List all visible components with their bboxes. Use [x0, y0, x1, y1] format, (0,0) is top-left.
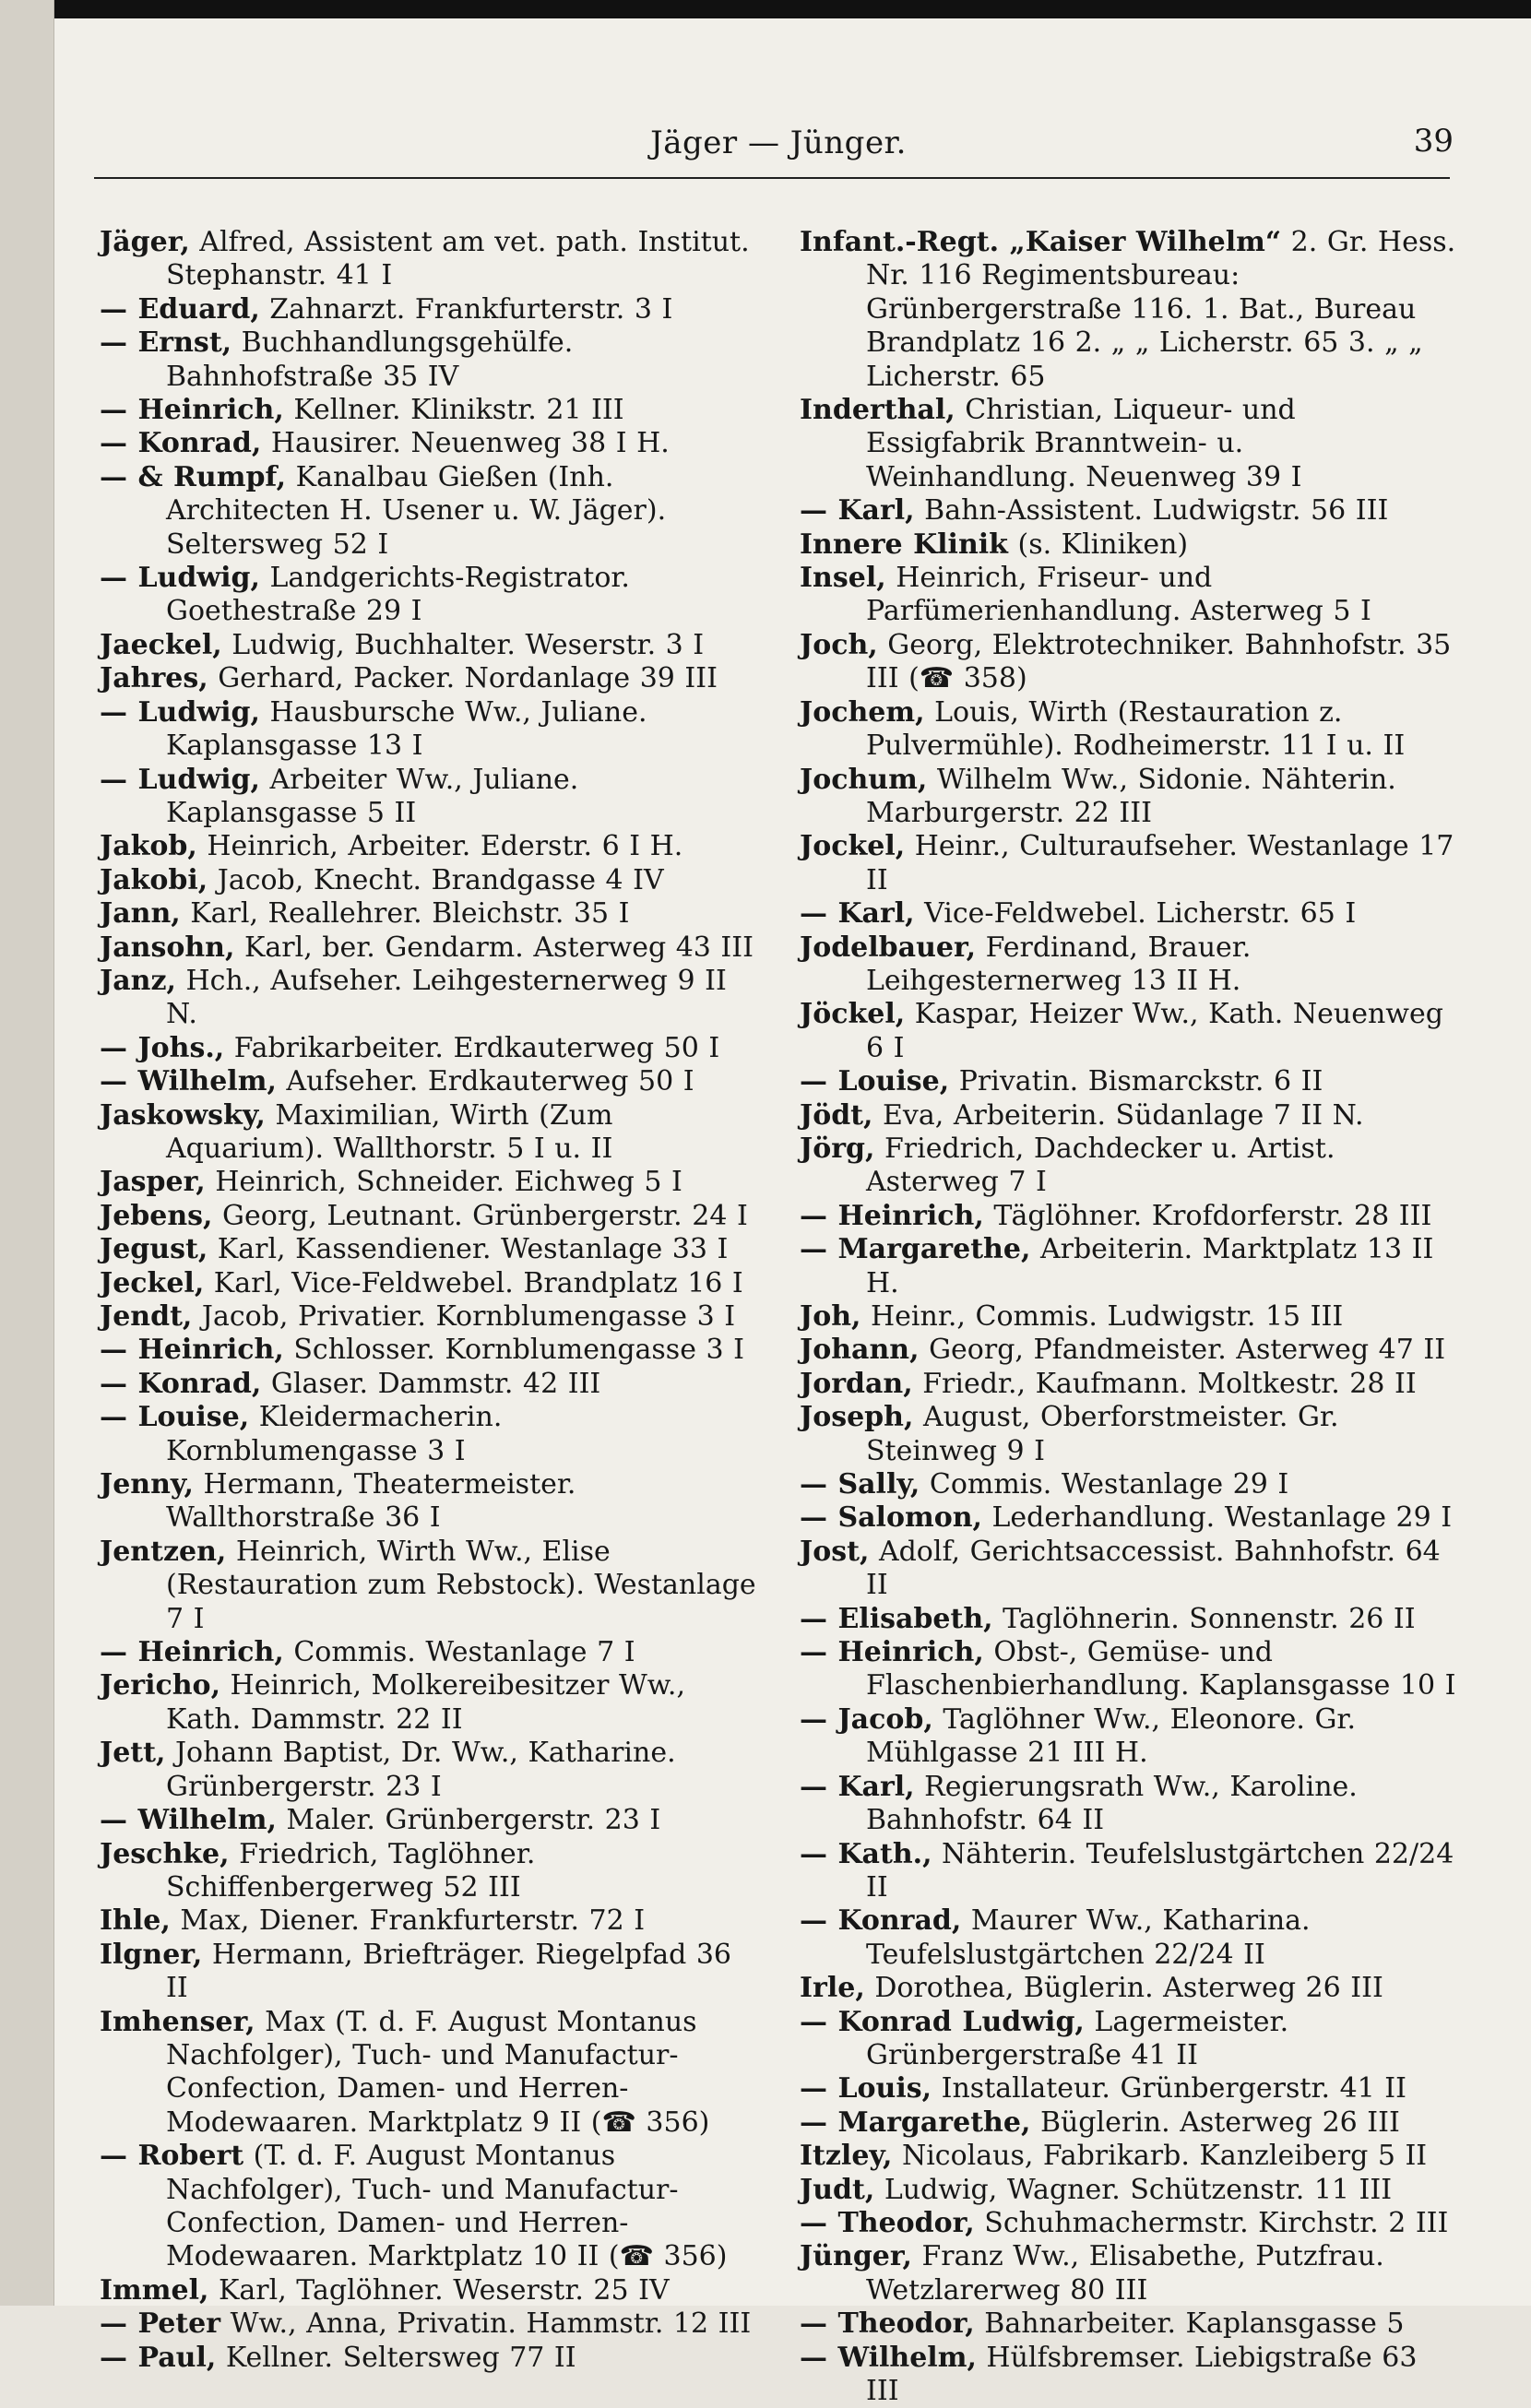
directory-entry [100, 1669, 756, 1737]
entry-details: 2. Gr. Hess. Nr. 116 Regimentsbureau: Grünbergerstraße 116. 1. Bat., Bureau Brandplatz 16 2. „ „ Licherstr. 65 3. „ „ Licherstr. 65 [866, 226, 1456, 393]
entry-details: Jacob, Knecht. Brandgasse 4 IV [208, 863, 664, 896]
directory-entry [100, 1939, 756, 2006]
directory-entry [800, 1099, 1456, 1133]
directory-entry [800, 226, 1456, 394]
directory-entry [100, 326, 756, 394]
directory-entry [100, 1200, 756, 1233]
directory-entry [800, 1771, 1456, 1838]
page-gutter [0, 0, 54, 2306]
entry-details: Alfred, Assistent am vet. path. Institut. Stephanstr. 41 I [166, 226, 750, 292]
entry-details: Täglöhner. Krofdorferstr. 28 III [983, 1199, 1432, 1232]
entry-heading: — Louise, [100, 1401, 250, 1434]
entry-details: Heinr., Commis. Ludwigstr. 15 III [860, 1300, 1344, 1333]
entry-heading: — Peter [100, 2307, 221, 2341]
entry-heading: — & Rumpf, [100, 460, 287, 493]
directory-entry [100, 2342, 756, 2375]
entry-details: Lagermeister. Grünbergerstraße 41 II [866, 2005, 1289, 2071]
directory-entry [100, 1636, 756, 1669]
entry-heading: — Theodor, [800, 2307, 975, 2341]
entry-details: Louis, Wirth (Restauration z. Pulvermühle). Rodheimerstr. 11 I u. II [866, 695, 1406, 763]
entry-details: Zahnarzt. Frankfurterstr. 3 I [259, 292, 673, 326]
entry-heading: — Heinrich, [100, 1334, 284, 1367]
entry-details: Heinrich, Molkereibesitzer Ww., Kath. Dammstr. 22 II [166, 1669, 685, 1736]
directory-entry [100, 931, 756, 965]
entry-heading: — Heinrich, [800, 1199, 984, 1232]
entry-heading: — Karl, [800, 494, 915, 528]
entry-heading: — Heinrich, [100, 1636, 284, 1669]
directory-entry [800, 629, 1456, 696]
entry-heading: — Johs., [100, 1031, 225, 1064]
entry-details: Karl, Kassendiener. Westanlage 33 I [208, 1233, 729, 1266]
entry-heading: — Elisabeth, [800, 1602, 993, 1635]
directory-entry [100, 629, 756, 662]
entry-details: Ludwig, Buchhalter. Weserstr. 3 I [221, 628, 705, 661]
entry-details: Kaspar, Heizer Ww., Kath. Neuenweg 6 I [866, 998, 1443, 1064]
directory-entry [100, 830, 756, 863]
directory-entry [100, 2006, 756, 2141]
directory-entry [100, 226, 756, 293]
entry-heading: Irle, [800, 1972, 865, 2005]
entry-heading: Imhenser, [100, 2005, 255, 2038]
entry-heading: — Wilhelm, [100, 1065, 277, 1098]
entry-details: Bahn-Assistent. Ludwigstr. 56 III [914, 494, 1389, 528]
entry-details: August, Oberforstmeister. Gr. Steinweg 9 I [866, 1401, 1339, 1467]
directory-entry [100, 1904, 756, 1938]
entry-heading: Jakobi, [100, 863, 208, 896]
directory-entry [100, 897, 756, 931]
entry-heading: — Heinrich, [800, 1636, 984, 1669]
entry-heading: Jansohn, [100, 931, 235, 964]
entry-details: Gerhard, Packer. Nordanlage 39 III [208, 662, 718, 695]
directory-entry [800, 1603, 1456, 1636]
directory-entry [800, 1703, 1456, 1771]
directory-entry [100, 394, 756, 427]
entry-details: Friedr., Kaufmann. Moltkestr. 28 II [912, 1367, 1417, 1400]
directory-entry [100, 1099, 756, 1167]
entry-details: Schlosser. Kornblumengasse 3 I [283, 1334, 744, 1367]
entry-details: Wilhelm Ww., Sidonie. Nähterin. Marburgerstr. 22 III [866, 763, 1396, 829]
left-directory-column [100, 226, 756, 2375]
entry-heading: Jaskowsky, [100, 1098, 266, 1132]
entry-heading: Jebens, [100, 1199, 213, 1232]
entry-heading: Jodelbauer, [800, 931, 977, 964]
directory-entry [100, 1838, 756, 1905]
entry-details: Karl, ber. Gendarm. Asterweg 43 III [234, 931, 754, 964]
entry-details: Maximilian, Wirth (Zum Aquarium). Wallthorstr. 5 I u. II [166, 1098, 613, 1165]
entry-heading: Ihle, [100, 1904, 171, 1938]
entry-heading: Jost, [800, 1535, 870, 1568]
entry-details: Hch., Aufseher. Leihgesternerweg 9 II N. [166, 964, 727, 1031]
entry-details: Nicolaus, Fabrikarb. Kanzleiberg 5 II [892, 2140, 1428, 2173]
page-number: 39 [1413, 123, 1454, 160]
entry-details: Taglöhnerin. Sonnenstr. 26 II [992, 1602, 1416, 1635]
entry-heading: — Sally, [800, 1468, 920, 1501]
entry-heading: Jeschke, [100, 1837, 230, 1870]
entry-heading: Immel, [100, 2273, 209, 2307]
entry-heading: — Kath., [800, 1837, 932, 1870]
entry-heading: Jasper, [100, 1166, 206, 1199]
directory-entry [100, 427, 756, 460]
directory-entry [100, 965, 756, 1032]
directory-entry [800, 528, 1456, 562]
directory-entry [800, 1401, 1456, 1468]
directory-entry [100, 1401, 756, 1468]
right-directory-column [800, 226, 1456, 2408]
directory-entry [100, 1334, 756, 1367]
entry-heading: Jochem, [800, 695, 925, 729]
entry-details: Karl, Taglöhner. Weserstr. 25 IV [208, 2273, 670, 2307]
entry-heading: Infant.-Regt. „Kaiser Wilhelm“ [800, 226, 1282, 258]
entry-details: Hausirer. Neuenweg 38 I H. [261, 427, 670, 460]
entry-details: Schuhmachermstr. Kirchstr. 2 III [974, 2206, 1449, 2239]
directory-entry [800, 998, 1456, 1065]
entry-heading: Jörg, [800, 1132, 875, 1165]
entry-heading: — Konrad, [100, 427, 262, 460]
directory-entry [800, 2140, 1456, 2173]
directory-entry [800, 1501, 1456, 1535]
entry-details: Kleidermacherin. Kornblumengasse 3 I [166, 1401, 503, 1467]
entry-details: Maler. Grünbergerstr. 23 I [276, 1804, 661, 1837]
directory-entry [800, 2240, 1456, 2307]
entry-heading: Jeckel, [100, 1266, 205, 1299]
entry-heading: Judt, [800, 2173, 875, 2206]
entry-heading: Jödt, [800, 1098, 873, 1132]
entry-details: Heinrich, Wirth Ww., Elise (Restauration zum Rebstock). Westanlage 7 I [166, 1535, 756, 1635]
entry-heading: — Theodor, [800, 2206, 975, 2239]
scan-top-edge [0, 0, 1531, 18]
directory-entry [100, 696, 756, 764]
entry-details: Dorothea, Büglerin. Asterweg 26 III [864, 1972, 1383, 2005]
entry-details: Arbeiter Ww., Juliane. Kaplansgasse 5 II [166, 763, 579, 829]
directory-entry [100, 1032, 756, 1065]
directory-entry [100, 662, 756, 695]
entry-details: Hermann, Briefträger. Riegelpfad 36 II [166, 1938, 732, 2005]
entry-heading: — Louise, [800, 1065, 950, 1098]
entry-details: Heinrich, Friseur- und Parfümerienhandlung. Asterweg 5 I [866, 562, 1371, 628]
directory-entry [100, 1804, 756, 1837]
entry-heading: — Eduard, [100, 292, 260, 326]
entry-heading: — Margarethe, [800, 1233, 1031, 1266]
entry-heading: — Karl, [800, 897, 915, 931]
directory-entry [100, 2307, 756, 2341]
entry-heading: Innere Klinik [800, 528, 1008, 561]
entry-heading: Jentzen, [100, 1535, 227, 1568]
directory-entry [800, 1368, 1456, 1401]
directory-entry [800, 764, 1456, 831]
directory-entry [100, 2274, 756, 2307]
directory-entry [800, 897, 1456, 931]
entry-heading: — Konrad Ludwig, [800, 2005, 1085, 2038]
directory-entry [800, 2072, 1456, 2106]
directory-entry [100, 864, 756, 897]
entry-details: Johann Baptist, Dr. Ww., Katharine. Grünbergerstr. 23 I [165, 1737, 676, 1803]
entry-heading: — Wilhelm, [800, 2341, 977, 2374]
directory-entry [800, 696, 1456, 764]
entry-heading: Insel, [800, 562, 886, 595]
directory-entry [100, 562, 756, 629]
entry-heading: — Wilhelm, [100, 1804, 277, 1837]
entry-heading: Jordan, [800, 1367, 913, 1400]
entry-details: Jacob, Privatier. Kornblumengasse 3 I [192, 1300, 736, 1333]
entry-details: (s. Kliniken) [1007, 528, 1189, 561]
running-title: Jäger — Jünger. [650, 125, 907, 161]
entry-heading: Jendt, [100, 1300, 193, 1333]
directory-entry [800, 1838, 1456, 1905]
entry-details: Kellner. Seltersweg 77 II [216, 2341, 576, 2374]
entry-details: Hausbursche Ww., Juliane. Kaplansgasse 13 I [166, 695, 647, 763]
entry-heading: Jäger, [100, 226, 190, 258]
entry-details: Bahnarbeiter. Kaplansgasse 5 [974, 2307, 1405, 2341]
entry-details: Installateur. Grünbergerstr. 41 II [932, 2072, 1406, 2106]
entry-details: Georg, Leutnant. Grünbergerstr. 24 I [212, 1199, 748, 1232]
directory-entry [800, 1536, 1456, 1603]
entry-heading: — Konrad, [100, 1367, 262, 1400]
entry-details: Franz Ww., Elisabethe, Putzfrau. Wetzlarerweg 80 III [866, 2240, 1384, 2307]
entry-details: Arbeiterin. Marktplatz 13 II H. [866, 1233, 1434, 1299]
entry-heading: Janz, [100, 964, 176, 997]
entry-details: Georg, Elektrotechniker. Bahnhofstr. 35 III (☎ 358) [866, 628, 1452, 695]
entry-heading: — Karl, [800, 1770, 915, 1803]
entry-details: Adolf, Gerichtsaccessist. Bahnhofstr. 64 II [866, 1535, 1441, 1602]
entry-heading: Inderthal, [800, 394, 955, 427]
entry-heading: — Ludwig, [100, 562, 260, 595]
entry-heading: — Ludwig, [100, 695, 260, 729]
entry-heading: Jahres, [100, 662, 208, 695]
entry-heading: Itzley, [800, 2140, 893, 2173]
directory-entry [800, 1468, 1456, 1501]
entry-heading: Ilgner, [100, 1938, 203, 1971]
entry-details: Kellner. Klinikstr. 21 III [283, 394, 624, 427]
page-header [0, 116, 1531, 172]
directory-entry [100, 764, 756, 831]
directory-entry [100, 1737, 756, 1804]
entry-details: Lederhandlung. Westanlage 29 I [981, 1501, 1453, 1535]
directory-entry [800, 830, 1456, 897]
directory-entry [800, 1200, 1456, 1233]
entry-details: Privatin. Bismarckstr. 6 II [949, 1065, 1323, 1098]
entry-details: Taglöhner Ww., Eleonore. Gr. Mühlgasse 21 III H. [866, 1702, 1356, 1770]
entry-details: Fabrikarbeiter. Erdkauterweg 50 I [224, 1031, 720, 1064]
entry-heading: — Konrad, [800, 1904, 962, 1938]
entry-details: Ludwig, Wagner. Schützenstr. 11 III [874, 2173, 1393, 2206]
directory-entry [100, 1468, 756, 1536]
entry-heading: Jochum, [800, 763, 928, 796]
entry-heading: Joseph, [800, 1401, 914, 1434]
entry-details: Max, Diener. Frankfurterstr. 72 I [170, 1904, 646, 1938]
directory-entry [800, 2207, 1456, 2240]
directory-entry [100, 1166, 756, 1199]
entry-heading: — Ludwig, [100, 763, 260, 796]
directory-entry [800, 1334, 1456, 1367]
entry-details: Hermann, Theatermeister. Wallthorstraße 36 I [166, 1468, 576, 1535]
entry-heading: Johann, [800, 1334, 920, 1367]
entry-heading: — Margarethe, [800, 2106, 1031, 2139]
entry-details: Eva, Arbeiterin. Südanlage 7 II N. [872, 1098, 1364, 1132]
entry-details: Kanalbau Gießen (Inh. Architecten H. Usener u. W. Jäger). Seltersweg 52 I [166, 460, 667, 561]
entry-details: Friedrich, Taglöhner. Schiffenbergerweg 52 III [166, 1837, 536, 1904]
entry-details: Obst-, Gemüse- und Flaschenbierhandlung. Kaplansgasse 10 I [866, 1636, 1456, 1702]
directory-entry [800, 2006, 1456, 2073]
directory-entry [800, 1300, 1456, 1334]
directory-entry [100, 1065, 756, 1098]
directory-entry [800, 1904, 1456, 1972]
entry-details: Ferdinand, Brauer. Leihgesternerweg 13 II H. [866, 931, 1252, 997]
directory-entry [800, 1065, 1456, 1098]
entry-details: Karl, Reallehrer. Bleichstr. 35 I [180, 897, 630, 931]
entry-heading: — Paul, [100, 2341, 217, 2374]
directory-entry [800, 562, 1456, 629]
entry-details: Christian, Liqueur- und Essigfabrik Branntwein- u. Weinhandlung. Neuenweg 39 I [866, 394, 1302, 493]
directory-entry [100, 293, 756, 326]
directory-entry [800, 2307, 1456, 2341]
entry-heading: — Louis, [800, 2072, 932, 2106]
entry-details: Georg, Pfandmeister. Asterweg 47 II [919, 1334, 1446, 1367]
entry-details: Commis. Westanlage 29 I [920, 1468, 1289, 1501]
entry-details: (T. d. F. August Montanus Nachfolger), Tuch- und Manufactur-Confection, Damen- und Herren-Modewaaren. Marktplatz 10 II (☎ 356) [166, 2140, 728, 2273]
directory-entry [100, 1267, 756, 1300]
entry-heading: — Robert [100, 2140, 244, 2173]
entry-heading: — Ernst, [100, 326, 232, 360]
entry-details: Hülfsbremser. Liebigstraße 63 III [866, 2341, 1418, 2407]
entry-heading: — Heinrich, [100, 394, 284, 427]
directory-entry [100, 1536, 756, 1636]
entry-heading: Joch, [800, 628, 878, 661]
directory-entry [800, 1636, 1456, 1703]
directory-entry [800, 394, 1456, 494]
entry-heading: Jericho, [100, 1669, 221, 1702]
entry-heading: Jegust, [100, 1233, 208, 1266]
directory-entry [800, 1972, 1456, 2005]
entry-details: Büglerin. Asterweg 26 III [1030, 2106, 1400, 2139]
directory-entry [800, 2342, 1456, 2408]
entry-details: Landgerichts-Registrator. Goethestraße 29 I [166, 562, 630, 628]
entry-details: Maurer Ww., Katharina. Teufelslustgärtchen 22/24 II [866, 1904, 1311, 1971]
entry-heading: Jett, [100, 1737, 166, 1770]
directory-entry [800, 2174, 1456, 2207]
entry-heading: — Jacob, [800, 1702, 933, 1736]
entry-heading: Jenny, [100, 1468, 194, 1501]
directory-entry [100, 461, 756, 562]
header-rule [94, 177, 1450, 179]
entry-heading: Jünger, [800, 2240, 912, 2273]
entry-heading: Joh, [800, 1300, 861, 1333]
directory-entry [800, 2106, 1456, 2140]
directory-entry [100, 2140, 756, 2274]
directory-entry [100, 1233, 756, 1266]
entry-details: Buchhandlungsgehülfe. Bahnhofstraße 35 IV [166, 326, 574, 393]
entry-details: Glaser. Dammstr. 42 III [261, 1367, 601, 1400]
entry-heading: Jann, [100, 897, 181, 931]
directory-entry [100, 1368, 756, 1401]
directory-entry [800, 1133, 1456, 1200]
entry-details: Heinr., Culturaufseher. Westanlage 17 II [866, 830, 1454, 896]
entry-details: Commis. Westanlage 7 I [283, 1636, 635, 1669]
entry-details: Max (T. d. F. August Montanus Nachfolger), Tuch- und Manufactur-Confection, Damen- und Herren-Modewaaren. Marktplatz 9 II (☎ 356) [166, 2005, 710, 2139]
entry-details: Regierungsrath Ww., Karoline. Bahnhofstr. 64 II [866, 1770, 1358, 1837]
entry-details: Nähterin. Teufelslustgärtchen 22/24 II [866, 1837, 1454, 1904]
entry-heading: Jaeckel, [100, 628, 222, 661]
entry-details: Heinrich, Schneider. Eichweg 5 I [205, 1166, 682, 1199]
entry-details: Karl, Vice-Feldwebel. Brandplatz 16 I [204, 1266, 743, 1299]
entry-heading: Jakob, [100, 830, 197, 863]
entry-details: Friedrich, Dachdecker u. Artist. Asterweg 7 I [866, 1132, 1335, 1199]
directory-entry [800, 1233, 1456, 1300]
entry-details: Vice-Feldwebel. Licherstr. 65 I [914, 897, 1357, 931]
directory-entry [100, 1300, 756, 1334]
directory-entry [800, 931, 1456, 999]
entry-heading: Jockel, [800, 830, 906, 863]
entry-details: Ww., Anna, Privatin. Hammstr. 12 III [220, 2307, 752, 2341]
directory-entry [800, 494, 1456, 528]
entry-heading: — Salomon, [800, 1501, 982, 1535]
entry-heading: Jöckel, [800, 998, 906, 1031]
entry-details: Aufseher. Erdkauterweg 50 I [276, 1065, 694, 1098]
entry-details: Heinrich, Arbeiter. Ederstr. 6 I H. [196, 830, 683, 863]
